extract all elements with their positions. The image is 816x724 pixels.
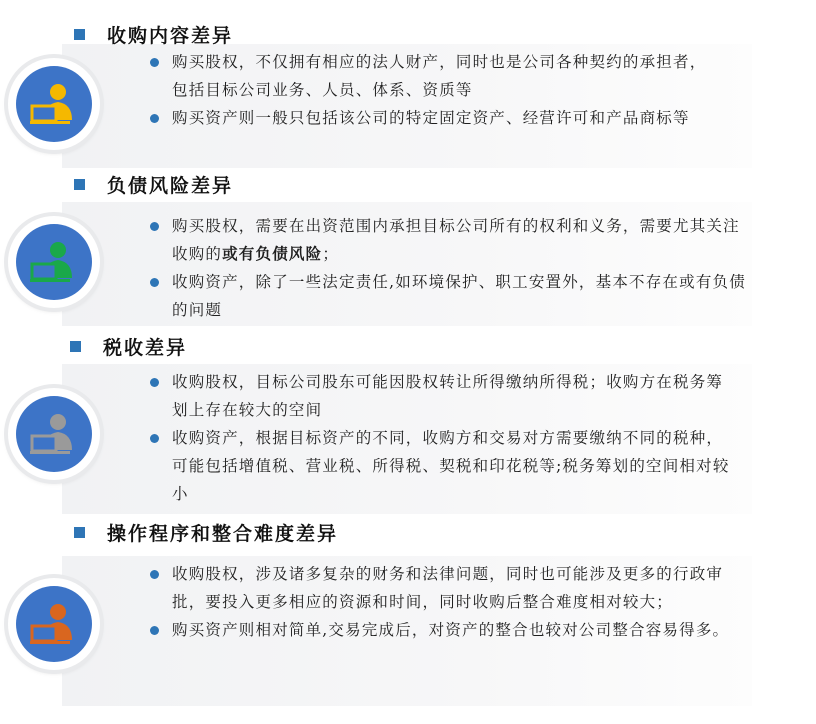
person-at-desk-icon (30, 412, 80, 456)
list-item: 购买股权，不仅拥有相应的法人财产，同时也是公司各种契约的承担者，包括目标公司业务、人员、体系、资质等 (150, 48, 720, 104)
person-at-desk-icon (30, 82, 80, 126)
section-title: 收购内容差异 (107, 24, 234, 47)
list-item: 购买资产则一般只包括该公司的特定固定资产、经营许可和产品商标等 (150, 104, 720, 132)
list-item: 收购股权，涉及诸多复杂的财务和法律问题，同时也可能涉及更多的行政审批，要投入更多相应的资源和时间，同时收购后整合难度相对较大； (150, 560, 732, 616)
list-item: 收购股权，目标公司股东可能因股权转让所得缴纳所得税；收购方在税务筹划上存在较大的空间 (150, 368, 730, 424)
square-bullet-icon (74, 179, 85, 190)
section-title: 税收差异 (103, 336, 188, 359)
list-item: 收购资产，根据目标资产的不同，收购方和交易对方需要缴纳不同的税种，可能包括增值税、营业税、所得税、契税和印花税等;税务筹划的空间相对较小 (150, 424, 730, 508)
bullet-list (150, 48, 720, 132)
bullet-emphasis: 或有负债风险 (222, 244, 323, 263)
section-title: 操作程序和整合难度差异 (107, 522, 339, 545)
bullet-text: ； (322, 245, 340, 263)
square-bullet-icon (70, 341, 81, 352)
section-heading (74, 170, 233, 198)
icon-disc (16, 396, 92, 472)
square-bullet-icon (74, 527, 85, 538)
person-at-desk-icon (30, 240, 80, 284)
bullet-list (150, 560, 732, 644)
bullet-text: 购买股权，需要在出资范围内承担目标公司所有的权利和义务，需要尤其关注收购的 (172, 217, 740, 263)
icon-badge (8, 216, 100, 308)
bullet-list (150, 368, 730, 508)
section-heading (74, 20, 233, 48)
person-at-desk-icon (30, 602, 80, 646)
square-bullet-icon (74, 29, 85, 40)
list-item: 购买资产则相对简单,交易完成后，对资产的整合也较对公司整合容易得多。 (150, 616, 732, 644)
bullet-list (150, 212, 750, 324)
icon-badge (8, 388, 100, 480)
icon-badge (8, 58, 100, 150)
section-title: 负债风险差异 (107, 174, 234, 197)
section-heading (74, 518, 338, 546)
icon-disc (16, 66, 92, 142)
section-heading (70, 332, 187, 360)
list-item (150, 212, 750, 268)
icon-badge (8, 578, 100, 670)
list-item: 收购资产，除了一些法定责任,如环境保护、职工安置外，基本不存在或有负债的问题 (150, 268, 750, 324)
icon-disc (16, 586, 92, 662)
icon-disc (16, 224, 92, 300)
